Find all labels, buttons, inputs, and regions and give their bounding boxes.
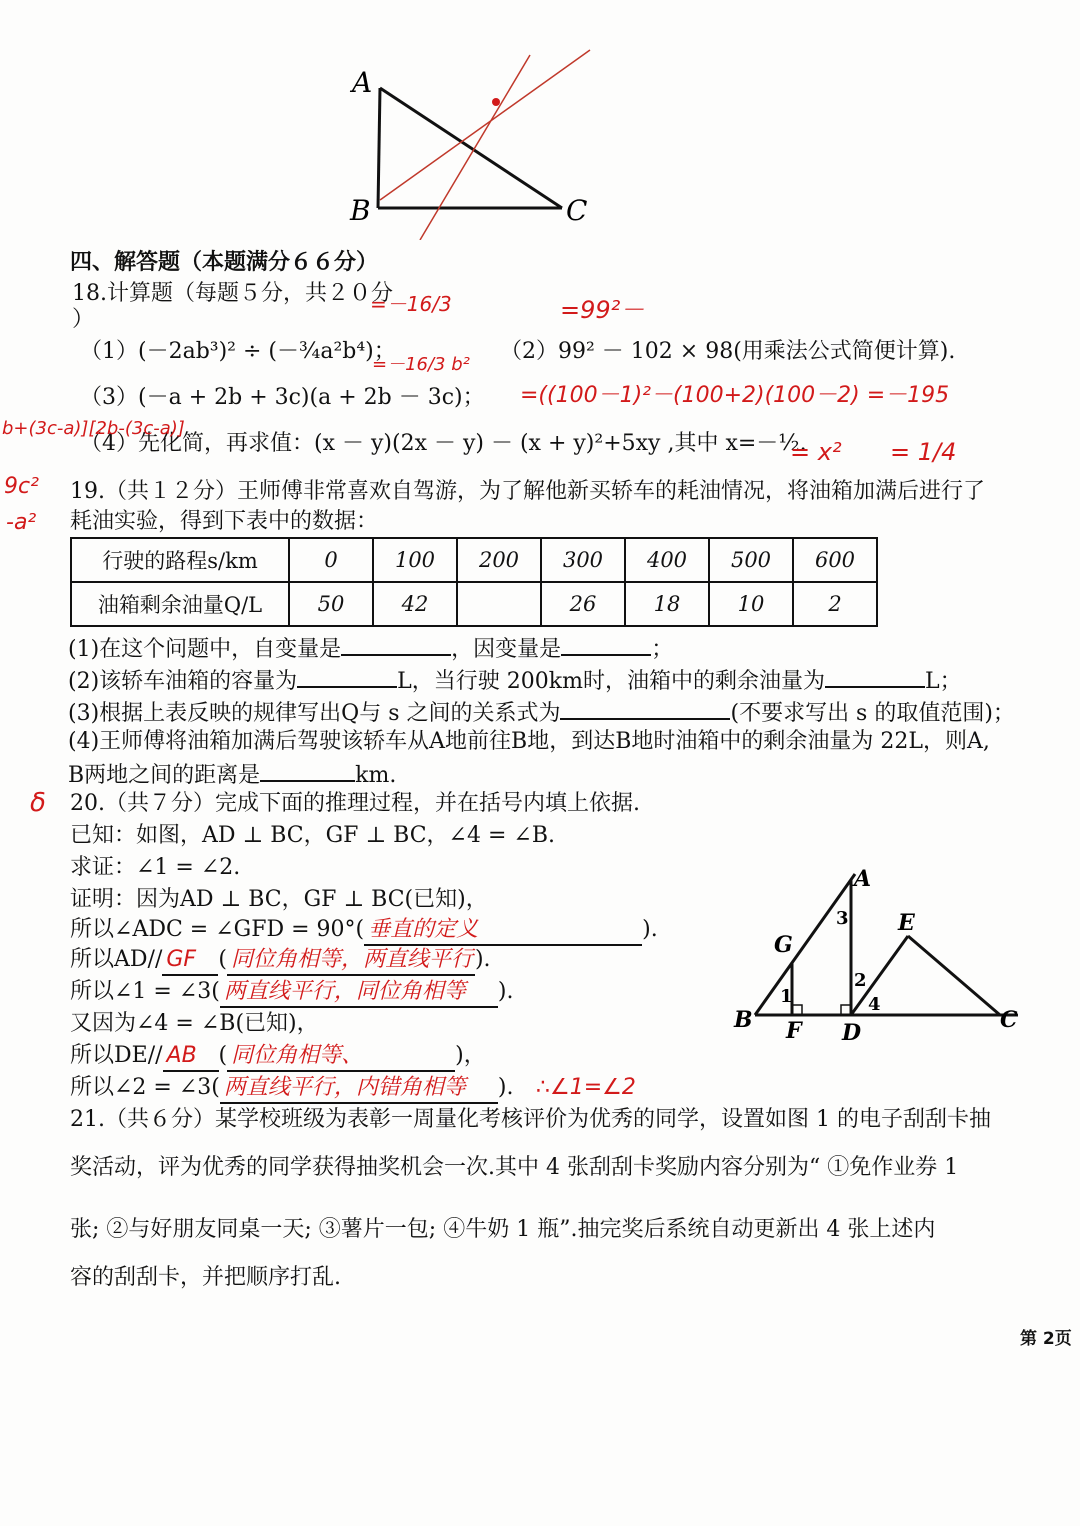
fig-label-b: B bbox=[734, 1007, 753, 1033]
handwritten-answer-1: =－16/3 bbox=[370, 292, 452, 316]
fig-label-e: E bbox=[898, 910, 915, 936]
answer-fill[interactable]: 两直线平行，内错角相等 bbox=[220, 1074, 498, 1104]
fig-label-d: D bbox=[842, 1020, 862, 1046]
handwritten-answer-4b: = 1/4 bbox=[890, 438, 957, 466]
handwritten-answer-3: b+(3c-a)][2b-(3c-a)] bbox=[2, 418, 185, 439]
q20-proof-line6: 所以DE// AB ( 同位角相等、 )， bbox=[70, 1042, 486, 1072]
fig-label-g: G bbox=[774, 932, 793, 958]
answer-blank[interactable] bbox=[341, 632, 451, 656]
table-header-fuel: 油箱剩余油量Q/L bbox=[71, 582, 289, 626]
q18-part4: （4）先化简，再求值：(x － y)(2x － y) － (x + y)²+5xy ,其中 x=－½. bbox=[80, 431, 807, 456]
table-cell: 400 bbox=[625, 538, 709, 582]
geometry-figure-q20 bbox=[720, 862, 1040, 1052]
answer-fill[interactable]: 同位角相等，两直线平行 bbox=[227, 946, 475, 976]
answer-blank[interactable] bbox=[825, 664, 925, 688]
table-cell: 100 bbox=[373, 538, 457, 582]
handwritten-answer-2: =99²－ bbox=[560, 296, 645, 324]
answer-blank[interactable] bbox=[297, 664, 397, 688]
table-row bbox=[71, 538, 877, 582]
fig-label-f: F bbox=[786, 1018, 802, 1044]
handwritten-answer-2b: =((100－1)²－(100+2)(100－2) =－195 bbox=[520, 383, 950, 408]
table-header-distance: 行驶的路程s/km bbox=[71, 538, 289, 582]
answer-fill[interactable]: 两直线平行，同位角相等 bbox=[220, 978, 498, 1008]
table-cell: 42 bbox=[373, 582, 457, 626]
answer-blank[interactable] bbox=[560, 696, 730, 720]
q19-sub3: (3)根据上表反映的规律写出Q与 s 之间的关系式为 (不要求写出 s 的取值范围)； bbox=[68, 696, 1015, 728]
q20-proof-line4: 所以∠1 = ∠3( 两直线平行，同位角相等 ). bbox=[70, 978, 513, 1008]
fig-label-c: C bbox=[1000, 1007, 1018, 1033]
q19-line1: 19.（共１２分）王师傅非常喜欢自驾游，为了解他新买轿车的耗油情况，将油箱加满后进行了 bbox=[70, 479, 985, 504]
handwritten-margin-2: -a² bbox=[6, 510, 37, 535]
q20-proof-line2: 所以∠ADC = ∠GFD = 90°( 垂直的定义 ). bbox=[70, 916, 658, 946]
handwritten-conclusion: ∴∠1=∠2 bbox=[536, 1075, 636, 1100]
answer-blank[interactable] bbox=[561, 632, 651, 656]
label-b: B bbox=[350, 194, 371, 227]
fig-angle-4: 4 bbox=[868, 994, 881, 1015]
table-cell: 200 bbox=[457, 538, 541, 582]
handwritten-mark: δ bbox=[30, 788, 46, 818]
q20-proof-line5: 又因为∠4 = ∠B(已知)， bbox=[70, 1011, 319, 1036]
table-cell: 2 bbox=[793, 582, 877, 626]
table-cell: 26 bbox=[541, 582, 625, 626]
fuel-data-table bbox=[70, 537, 878, 627]
fig-angle-3: 3 bbox=[836, 908, 849, 929]
table-row bbox=[71, 582, 877, 626]
table-cell: 600 bbox=[793, 538, 877, 582]
q18-part2: （2）99² － 102 × 98(用乘法公式简便计算). bbox=[500, 339, 956, 364]
answer-fill[interactable]: AB bbox=[163, 1042, 219, 1072]
q20-prove: 求证：∠1 = ∠2. bbox=[70, 855, 241, 880]
table-cell bbox=[457, 582, 541, 626]
handwritten-answer-4: = x² bbox=[790, 438, 842, 466]
triangle-abc-figure bbox=[330, 40, 630, 240]
q19-sub2: (2)该轿车油箱的容量为 L，当行驶 200km时，油箱中的剩余油量为 L； bbox=[68, 664, 962, 696]
answer-fill[interactable]: GF bbox=[162, 946, 218, 976]
q18-part3: （3）(－a + 2b + 3c)(a + 2b － 3c)； bbox=[80, 385, 485, 410]
section-title: 四、解答题（本题满分６６分） bbox=[70, 249, 379, 275]
q20-proof-line7: 所以∠2 = ∠3( 两直线平行，内错角相等 ). bbox=[70, 1074, 513, 1104]
table-cell: 0 bbox=[289, 538, 373, 582]
label-a: A bbox=[352, 66, 373, 99]
q19-sub4-cont: B两地之间的距离是 km. bbox=[68, 758, 396, 790]
answer-fill[interactable]: 垂直的定义 bbox=[364, 916, 642, 946]
q20-proof-line1: 证明：因为AD ⊥ BC，GF ⊥ BC(已知)， bbox=[70, 887, 488, 912]
table-cell: 18 bbox=[625, 582, 709, 626]
q21-line2: 奖活动，评为优秀的同学获得抽奖机会一次.其中 4 张刮刮卡奖励内容分别为“ ①免作业券 1 bbox=[70, 1155, 959, 1180]
q21-line1: 21.（共６分）某学校班级为表彰一周量化考核评价为优秀的同学，设置如图 1 的电子刮刮卡抽 bbox=[70, 1107, 991, 1132]
q19-line2: 耗油实验，得到下表中的数据： bbox=[70, 509, 379, 534]
q18-title-end: ） bbox=[72, 307, 95, 332]
table-cell: 50 bbox=[289, 582, 373, 626]
answer-blank[interactable] bbox=[260, 758, 355, 782]
q18-part1: （1）(－2ab³)² ÷ (－¾a²b⁴)； bbox=[80, 339, 396, 364]
table-cell: 10 bbox=[709, 582, 793, 626]
fig-label-a: A bbox=[854, 866, 872, 892]
label-c: C bbox=[566, 194, 588, 227]
table-cell: 500 bbox=[709, 538, 793, 582]
answer-fill[interactable]: 同位角相等、 bbox=[227, 1042, 455, 1072]
q18-title: 18.计算题（每题５分，共２０分 bbox=[72, 281, 393, 306]
q19-sub1: (1)在这个问题中，自变量是 ，因变量是 ； bbox=[68, 632, 673, 664]
q21-line3: 张; ②与好朋友同桌一天; ③薯片一包; ④牛奶 1 瓶”.抽完奖后系统自动更新出 4 张上述内 bbox=[70, 1217, 936, 1242]
q21-line4: 容的刮刮卡，并把顺序打乱. bbox=[70, 1265, 341, 1290]
fig-angle-2: 2 bbox=[854, 970, 867, 991]
fig-angle-1: 1 bbox=[780, 986, 793, 1007]
handwritten-margin-1: 9c² bbox=[4, 474, 39, 499]
q20-title: 20.（共７分）完成下面的推理过程，并在括号内填上依据. bbox=[70, 791, 640, 816]
q20-proof-line3: 所以AD// GF ( 同位角相等，两直线平行). bbox=[70, 946, 491, 976]
q20-given: 已知：如图，AD ⊥ BC，GF ⊥ BC，∠4 = ∠B. bbox=[70, 823, 555, 848]
handwritten-answer-1b: =－16/3 b² bbox=[372, 354, 470, 375]
q19-sub4: (4)王师傅将油箱加满后驾驶该轿车从A地前往B地，到达B地时油箱中的剩余油量为 22L，则A, bbox=[68, 729, 990, 754]
table-cell: 300 bbox=[541, 538, 625, 582]
page-number: 第 2页 bbox=[1020, 1329, 1072, 1349]
